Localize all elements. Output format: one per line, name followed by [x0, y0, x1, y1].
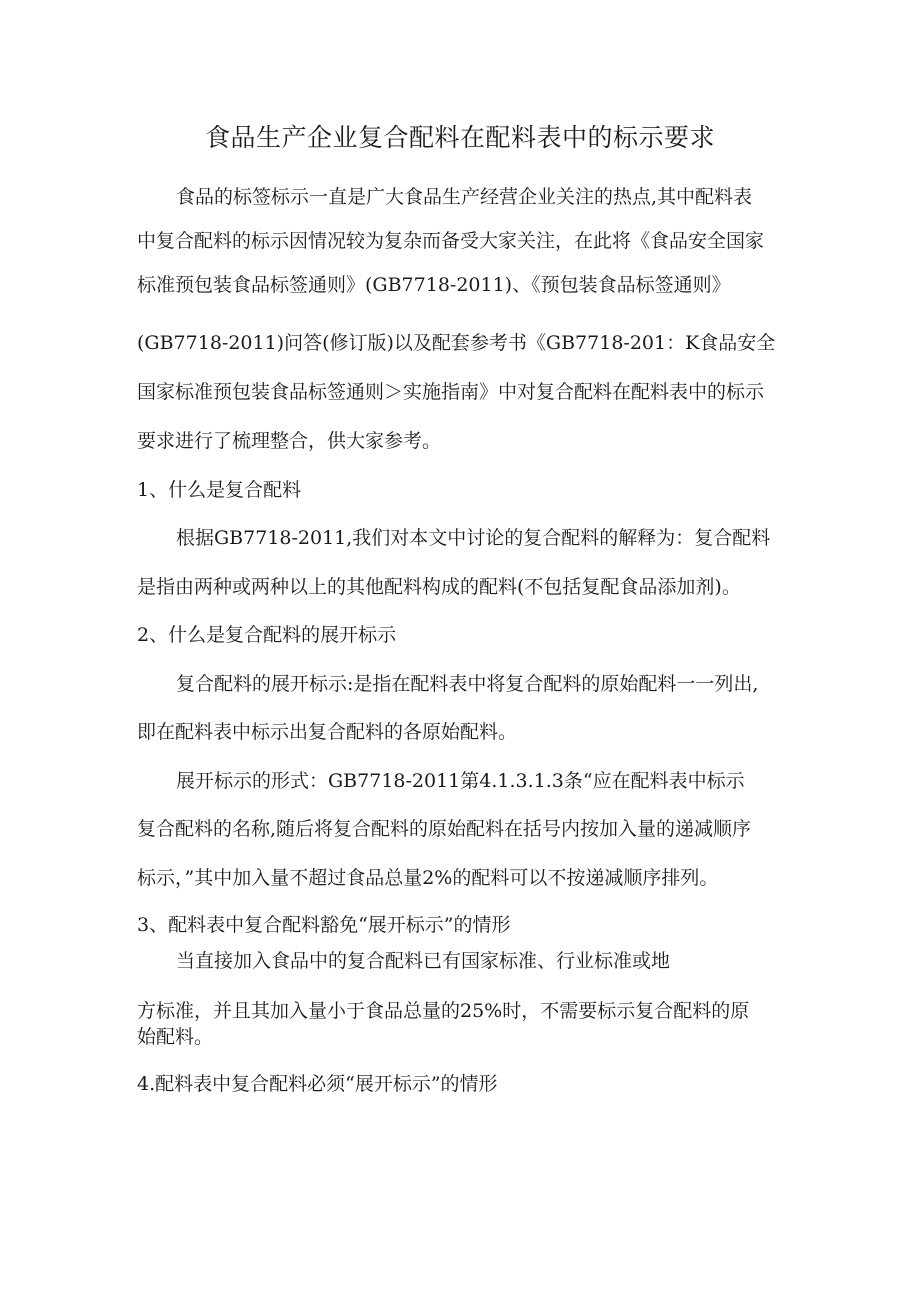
section-3-body-line: 当直接加入食品中的复合配料已有国家标准、行业标准或地: [176, 950, 671, 972]
section-3-body-line: 方标准，并且其加入量小于食品总量的25%时，不需要标示复合配料的原: [137, 1000, 750, 1022]
section-2-heading: 2、什么是复合配料的展开标示: [137, 624, 397, 646]
section-2-body-line: 复合配料的展开标示:是指在配料表中将复合配料的原始配料一一列出,: [176, 673, 759, 695]
intro-line: 国家标准预包装食品标签通则＞实施指南》中对复合配料在配料表中的标示: [137, 381, 765, 403]
intro-line: 要求进行了梳理整合，供大家参考。: [137, 430, 442, 452]
section-3-body-line: 始配料。: [137, 1026, 214, 1048]
section-4-heading: 4.配料表中复合配料必须“展开标示”的情形: [137, 1073, 498, 1095]
section-3-heading: 3、配料表中复合配料豁免“展开标示”的情形: [137, 914, 511, 936]
document-title: 食品生产企业复合配料在配料表中的标示要求: [204, 123, 715, 152]
section-2-body-line: 即在配料表中标示出复合配料的各原始配料。: [137, 721, 518, 743]
intro-line: 中复合配料的标示因情况较为复杂而备受大家关注，在此将《食品安全国家: [137, 230, 765, 252]
section-2-body-line: 复合配料的名称,随后将复合配料的原始配料在括号内按加入量的递减顺序: [137, 818, 752, 840]
section-1-heading: 1、什么是复合配料: [137, 479, 302, 501]
intro-line: 标准预包装食品标签通则》(GB7718-2011)、《预包装食品标签通则》: [137, 274, 731, 296]
section-2-body-line: 展开标示的形式：GB7718-2011第4.1.3.1.3条“应在配料表中标示: [176, 770, 745, 792]
section-2-body-line: 标示，”其中加入量不超过食品总量2%的配料可以不按递减顺序排列。: [137, 867, 719, 889]
intro-line: (GB7718-2011)问答(修订版)以及配套参考书《GB7718-201：K食品安全: [137, 332, 776, 354]
intro-line: 食品的标签标示一直是广大食品生产经营企业关注的热点,其中配料表: [176, 186, 753, 208]
section-1-body-line: 是指由两种或两种以上的其他配料构成的配料(不包括复配食品添加剂)。: [137, 576, 741, 598]
section-1-body-line: 根据GB7718-2011,我们对本文中讨论的复合配料的解释为：复合配料: [176, 527, 771, 549]
